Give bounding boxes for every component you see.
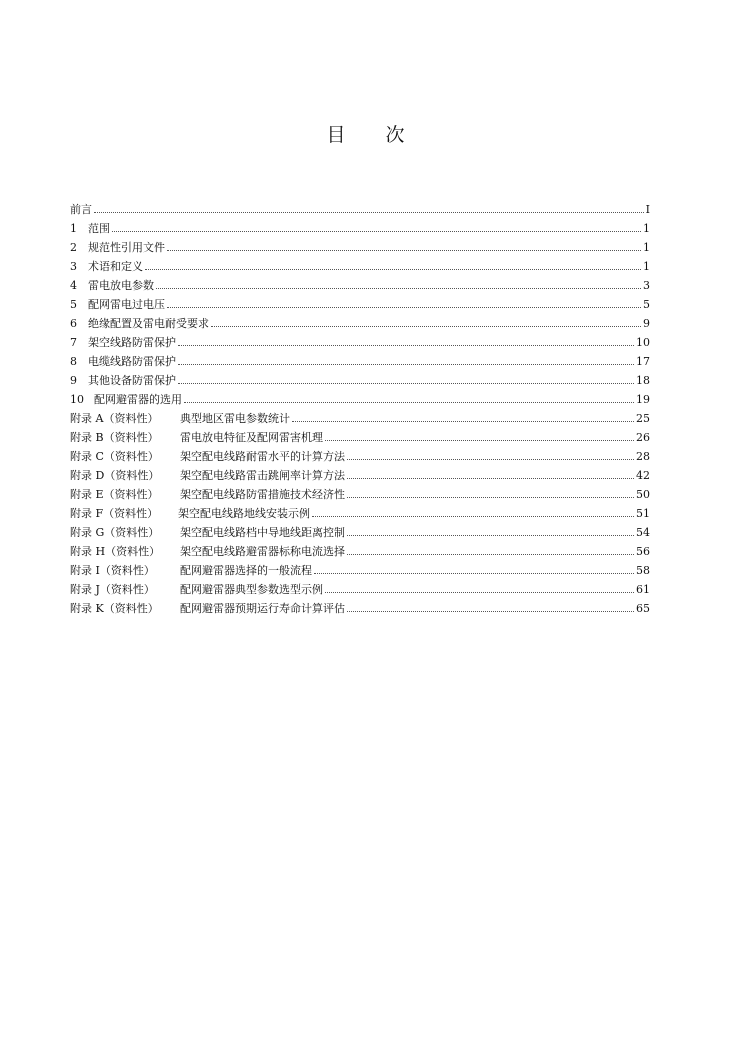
toc-page-number: 42 xyxy=(636,469,650,482)
toc-leader-dots xyxy=(292,421,634,422)
toc-entry-text: 架空配电线路耐雷水平的计算方法 xyxy=(180,450,345,463)
toc-page-number: 28 xyxy=(636,450,650,463)
toc-leader-dots xyxy=(347,554,634,555)
toc-leader-dots xyxy=(184,402,634,403)
toc-page-number: 65 xyxy=(636,602,650,615)
toc-appendix-label: 附录 D（资料性） xyxy=(70,469,160,482)
toc-entry-text: 架空配电线路地线安装示例 xyxy=(178,507,310,520)
toc-chapter-number: 10 xyxy=(70,393,84,406)
toc-leader-dots xyxy=(112,231,641,232)
toc-chapter-number: 9 xyxy=(70,374,77,387)
toc-page-number: 50 xyxy=(636,488,650,501)
toc-leader-dots xyxy=(94,212,644,213)
toc-entry-chapter[interactable] xyxy=(70,390,650,409)
toc-leader-dots xyxy=(314,573,634,574)
toc-entry-text: 配网避雷器选择的一般流程 xyxy=(180,564,312,577)
toc-appendix-label: 附录 K（资料性） xyxy=(70,602,159,615)
toc-entry-text: 配网雷电过电压 xyxy=(88,298,165,311)
toc-appendix-label: 附录 I（资料性） xyxy=(70,564,155,577)
toc-page-number: 25 xyxy=(636,412,650,425)
toc-entry-text: 架空配电线路雷击跳闸率计算方法 xyxy=(180,469,345,482)
toc-page-number: 10 xyxy=(636,336,650,349)
toc-leader-dots xyxy=(167,250,641,251)
toc-entry-chapter[interactable] xyxy=(70,314,650,333)
table-of-contents xyxy=(70,200,650,618)
toc-entry-appendix[interactable] xyxy=(70,447,650,466)
toc-entry-text: 配网避雷器预期运行寿命计算评估 xyxy=(180,602,345,615)
toc-leader-dots xyxy=(347,611,634,612)
toc-entry-text: 架空线路防雷保护 xyxy=(88,336,176,349)
toc-entry-text: 范围 xyxy=(88,222,110,235)
toc-page-number: 18 xyxy=(636,374,650,387)
toc-page-number: 19 xyxy=(636,393,650,406)
toc-entry-text: 电缆线路防雷保护 xyxy=(88,355,176,368)
toc-entry-foreword[interactable] xyxy=(70,200,650,219)
title-char-1: 目 xyxy=(326,124,348,146)
toc-page-number: 1 xyxy=(643,241,650,254)
toc-chapter-number: 2 xyxy=(70,241,77,254)
toc-chapter-number: 7 xyxy=(70,336,77,349)
toc-page-number: 51 xyxy=(636,507,650,520)
toc-entry-appendix[interactable] xyxy=(70,542,650,561)
toc-leader-dots xyxy=(347,497,634,498)
toc-page-number: 5 xyxy=(643,298,650,311)
toc-entry-text: 架空配电线路避雷器标称电流选择 xyxy=(180,545,345,558)
toc-leader-dots xyxy=(167,307,641,308)
toc-appendix-label: 附录 G（资料性） xyxy=(70,526,160,539)
toc-entry-appendix[interactable] xyxy=(70,485,650,504)
toc-chapter-number: 8 xyxy=(70,355,77,368)
toc-page-number: 1 xyxy=(643,260,650,273)
toc-leader-dots xyxy=(178,364,634,365)
toc-entry-appendix[interactable] xyxy=(70,580,650,599)
toc-entry-text: 架空配电线路档中导地线距离控制 xyxy=(180,526,345,539)
toc-entry-text: 其他设备防雷保护 xyxy=(88,374,176,387)
toc-appendix-label: 附录 E（资料性） xyxy=(70,488,159,501)
toc-entry-chapter[interactable] xyxy=(70,219,650,238)
toc-entry-text: 前言 xyxy=(70,203,92,216)
toc-entry-text: 配网避雷器典型参数选型示例 xyxy=(180,583,323,596)
toc-appendix-label: 附录 C（资料性） xyxy=(70,450,159,463)
toc-page-number: 61 xyxy=(636,583,650,596)
toc-page-number: 17 xyxy=(636,355,650,368)
toc-entry-text: 术语和定义 xyxy=(88,260,143,273)
toc-entry-appendix[interactable] xyxy=(70,523,650,542)
toc-entry-text: 配网避雷器的选用 xyxy=(94,393,182,406)
toc-entry-text: 雷电放电特征及配网雷害机理 xyxy=(180,431,323,444)
toc-page-number: 26 xyxy=(636,431,650,444)
toc-entry-chapter[interactable] xyxy=(70,371,650,390)
toc-leader-dots xyxy=(347,535,634,536)
toc-chapter-number: 4 xyxy=(70,279,77,292)
toc-entry-text: 规范性引用文件 xyxy=(88,241,165,254)
toc-chapter-number: 6 xyxy=(70,317,77,330)
toc-entry-appendix[interactable] xyxy=(70,561,650,580)
toc-leader-dots xyxy=(178,383,634,384)
page-title xyxy=(0,120,733,147)
toc-entry-chapter[interactable] xyxy=(70,238,650,257)
toc-entry-text: 雷电放电参数 xyxy=(88,279,154,292)
toc-entry-appendix[interactable] xyxy=(70,504,650,523)
toc-page-number: 9 xyxy=(643,317,650,330)
toc-chapter-number: 1 xyxy=(70,222,77,235)
toc-leader-dots xyxy=(145,269,641,270)
title-char-2: 次 xyxy=(385,124,407,146)
toc-chapter-number: 5 xyxy=(70,298,77,311)
toc-leader-dots xyxy=(211,326,641,327)
toc-entry-appendix[interactable] xyxy=(70,466,650,485)
toc-appendix-label: 附录 J（资料性） xyxy=(70,583,155,596)
toc-appendix-label: 附录 F（资料性） xyxy=(70,507,159,520)
toc-chapter-number: 3 xyxy=(70,260,77,273)
toc-page-number: 58 xyxy=(636,564,650,577)
toc-entry-chapter[interactable] xyxy=(70,295,650,314)
toc-entry-text: 架空配电线路防雷措施技术经济性 xyxy=(180,488,345,501)
toc-leader-dots xyxy=(325,440,634,441)
toc-leader-dots xyxy=(347,459,634,460)
toc-entry-appendix[interactable] xyxy=(70,409,650,428)
toc-entry-chapter[interactable] xyxy=(70,257,650,276)
toc-page-number: I xyxy=(645,203,650,216)
toc-page-number: 56 xyxy=(636,545,650,558)
toc-page-number: 1 xyxy=(643,222,650,235)
toc-entry-chapter[interactable] xyxy=(70,352,650,371)
toc-entry-chapter[interactable] xyxy=(70,333,650,352)
toc-appendix-label: 附录 A（资料性） xyxy=(70,412,159,425)
toc-entry-appendix[interactable] xyxy=(70,599,650,618)
toc-appendix-label: 附录 H（资料性） xyxy=(70,545,161,558)
toc-entry-appendix[interactable] xyxy=(70,428,650,447)
toc-page-number: 3 xyxy=(643,279,650,292)
toc-entry-chapter[interactable] xyxy=(70,276,650,295)
toc-entry-text: 绝缘配置及雷电耐受要求 xyxy=(88,317,209,330)
toc-leader-dots xyxy=(156,288,641,289)
toc-leader-dots xyxy=(312,516,634,517)
toc-page-number: 54 xyxy=(636,526,650,539)
toc-leader-dots xyxy=(347,478,634,479)
toc-entry-text: 典型地区雷电参数统计 xyxy=(180,412,290,425)
toc-leader-dots xyxy=(325,592,634,593)
toc-leader-dots xyxy=(178,345,634,346)
toc-appendix-label: 附录 B（资料性） xyxy=(70,431,159,444)
